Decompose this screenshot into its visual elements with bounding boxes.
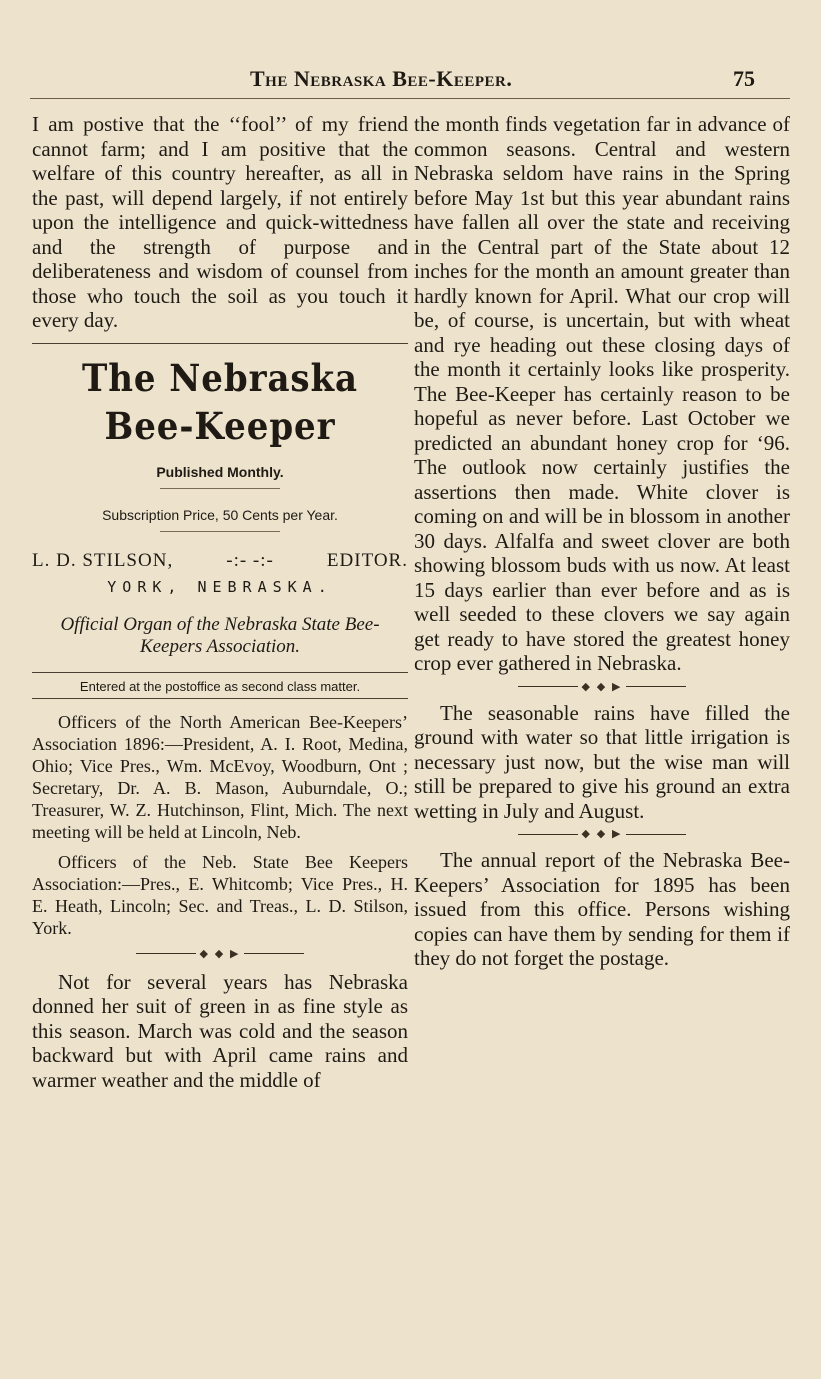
editor-separator: -:- -:- — [226, 549, 274, 571]
editor-name: L. D. STILSON, — [32, 549, 174, 571]
masthead-title: The Nebraska Bee-Keeper — [81, 355, 358, 448]
official-organ: Official Organ of the Nebraska State Bee-Keepers Association. — [60, 613, 380, 657]
section-divider — [32, 698, 408, 699]
right-column — [414, 112, 790, 971]
section-divider — [32, 672, 408, 673]
left-column — [32, 112, 408, 1092]
address: YORK, NEBRASKA. — [107, 577, 333, 596]
section-divider — [32, 343, 408, 344]
ornament-divider: ◆ ◆ ▶ — [414, 827, 790, 840]
running-title: The Nebraska Bee-Keeper. — [250, 66, 513, 91]
editor-line — [32, 550, 408, 572]
subscription-price: Subscription Price, 50 Cents per Year. — [102, 506, 338, 523]
page-number: 75 — [733, 66, 755, 91]
editor-role: EDITOR. — [326, 549, 408, 571]
short-divider — [160, 488, 280, 489]
ornament-divider: ◆ ◆ ▶ — [414, 680, 790, 693]
annual-report-paragraph: The annual report of the Nebraska Bee-Keepers’ Association for 1895 has been issued from this office. Persons wishing copies can have them by sending for them if they do not forget the postage. — [414, 848, 790, 970]
officers-nebraska: Officers of the Neb. State Bee Keepers Association:—Pres., E. Whitcomb; Vice Pres., H. E. Heath, Lincoln; Sec. and Treas., L. D. Stilson, York. — [32, 851, 408, 938]
ornament-divider: ◆ ◆ ▶ — [32, 947, 408, 960]
header-rule — [30, 98, 790, 99]
postoffice-notice: Entered at the postoffice as second class matter. — [79, 678, 361, 694]
rains-paragraph: The seasonable rains have filled the ground with water so that little irrigation is necessary just now, but the wise man will still be prepared to give his ground an extra wetting in July and August. — [414, 700, 790, 823]
intro-paragraph: I am postive that the ‘‘fool’’ of my friend cannot farm; and I am positive that the welfare of this country hereafter, as all in the past, will depend largely, if not entirely upon the intelligence and quick-wittedness and the strength of purpose and deliberateness and wisdom of counsel from those who touch the soil as you touch it every day. — [32, 112, 408, 332]
officers-north-american: Officers of the North American Bee-Keepers’ Association 1896:—President, A. I. Root, Medina, Ohio; Vice Pres., Wm. McEvoy, Woodburn, Ont ; Secretary, Dr. A. B. Mason, Auburndale, O.; Treasurer, W. Z. Hutchinson, Flint, Mich. The next meeting will be held at Lincoln, Neb. — [32, 711, 408, 842]
short-divider — [160, 531, 280, 532]
season-paragraph-continued: the month finds vegetation far in advance of common seasons. Central and western Nebraska seldom have rains in the Spring before May 1st but this year abundant rains have fallen all over the state and receiving in the Central part of the State about 12 inches for the month an amount greater than hardly known for April. What our crop will be, of course, is uncertain, but with wheat and rye heading out these closing days of the month it certainly looks like prosperity. The Bee-Keeper has certainly reason to be hopeful as never before. Last October we predicted an abundant honey crop for ‘96. The outlook now certainly justifies the assertions then made. White clover is coming on and will be in blossom in another 30 days. Alfalfa and sweet clover are both showing blossom buds with us now. At least 15 days earlier than ever before and as is well seeded to these clovers we say again get ready to have stored the greatest honey crop ever gathered in Nebraska. — [414, 112, 790, 675]
published-monthly: Published Monthly. — [156, 463, 284, 480]
season-paragraph: Not for several years has Nebraska donned her suit of green in as fine style as this season. March was cold and the season backward but with April came rains and warmer weather and the middle of — [32, 969, 408, 1092]
